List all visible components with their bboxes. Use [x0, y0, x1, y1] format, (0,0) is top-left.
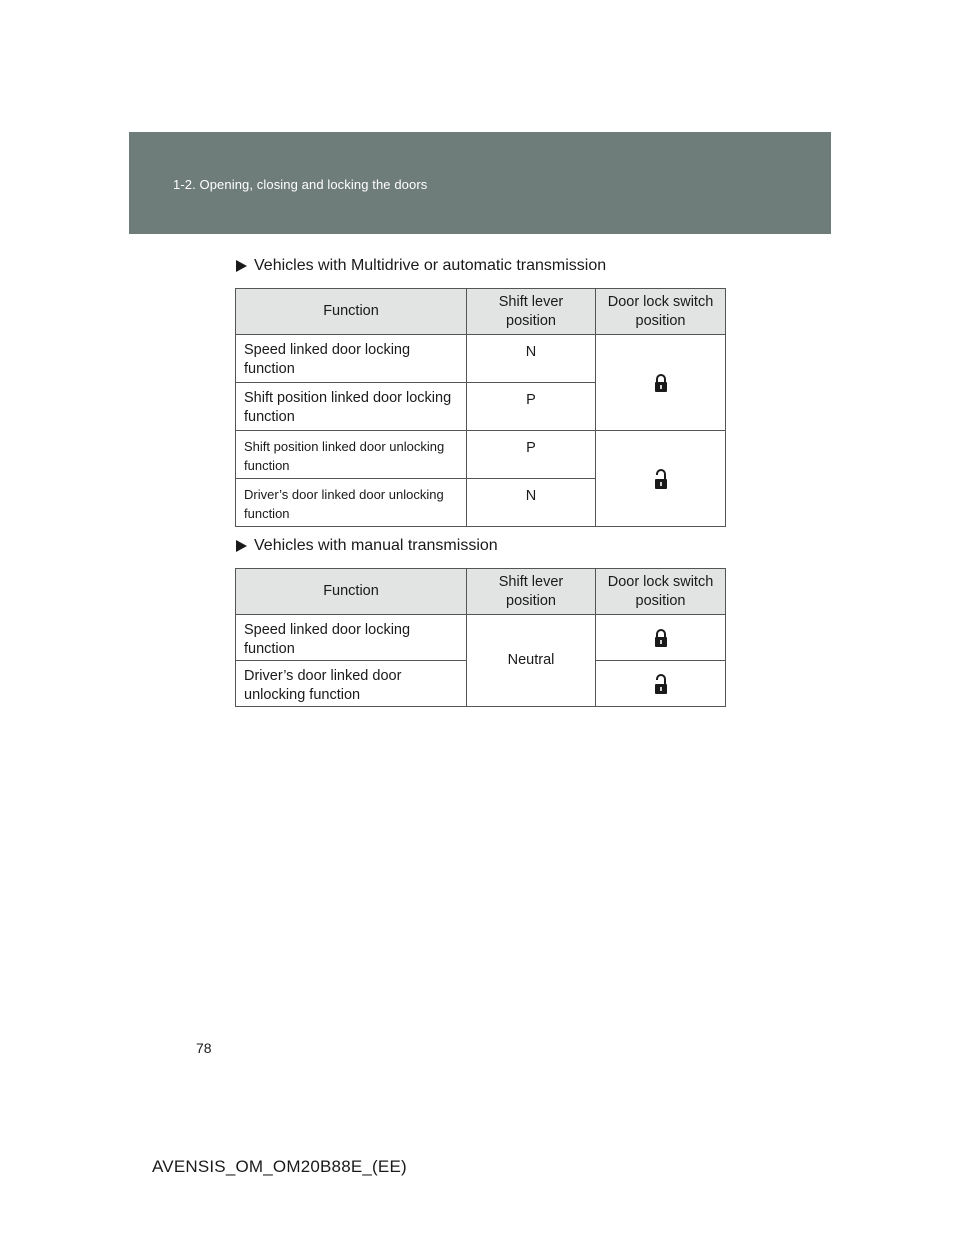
function-cell: Shift position linked door locking function	[236, 383, 467, 431]
table-header-row	[236, 569, 726, 615]
column-header-function: Function	[236, 289, 467, 335]
document-code: AVENSIS_OM_OM20B88E_(EE)	[152, 1157, 407, 1176]
heading-text: Vehicles with manual transmission	[254, 537, 498, 554]
function-cell: Speed linked door locking function	[236, 335, 467, 383]
column-header-door-lock-switch: Door lock switch position	[596, 569, 726, 615]
function-cell: Shift position linked door unlocking function	[236, 431, 467, 479]
section-title: 1-2. Opening, closing and locking the doors	[173, 177, 428, 192]
function-cell: Driver’s door linked door unlocking function	[236, 661, 467, 707]
shift-cell: P	[467, 431, 596, 479]
section-header-band	[129, 132, 831, 234]
locked-padlock-icon	[596, 628, 725, 648]
function-cell: Speed linked door locking function	[236, 615, 467, 661]
table-row	[236, 615, 726, 661]
heading-manual-transmission	[236, 537, 498, 555]
unlocked-padlock-icon	[596, 468, 725, 490]
unlocked-padlock-icon	[596, 673, 725, 695]
door-lock-cell	[596, 335, 726, 431]
table-header-row	[236, 289, 726, 335]
locked-padlock-icon	[596, 373, 725, 393]
shift-cell: P	[467, 383, 596, 431]
table-row	[236, 431, 726, 479]
shift-cell: N	[467, 479, 596, 527]
triangle-bullet-icon	[236, 540, 247, 552]
door-lock-cell	[596, 661, 726, 707]
shift-cell: N	[467, 335, 596, 383]
table-row	[236, 335, 726, 383]
column-header-door-lock-switch: Door lock switch position	[596, 289, 726, 335]
shift-cell: Neutral	[467, 615, 596, 707]
column-header-shift-lever: Shift lever position	[467, 289, 596, 335]
triangle-bullet-icon	[236, 260, 247, 272]
heading-text: Vehicles with Multidrive or automatic transmission	[254, 257, 607, 274]
column-header-shift-lever: Shift lever position	[467, 569, 596, 615]
table-automatic-transmission	[235, 288, 726, 527]
function-cell: Driver’s door linked door unlocking function	[236, 479, 467, 527]
table-manual-transmission	[235, 568, 726, 707]
door-lock-cell	[596, 615, 726, 661]
column-header-function: Function	[236, 569, 467, 615]
door-lock-cell	[596, 431, 726, 527]
heading-automatic-transmission	[236, 257, 606, 275]
page-number: 78	[196, 1040, 212, 1056]
